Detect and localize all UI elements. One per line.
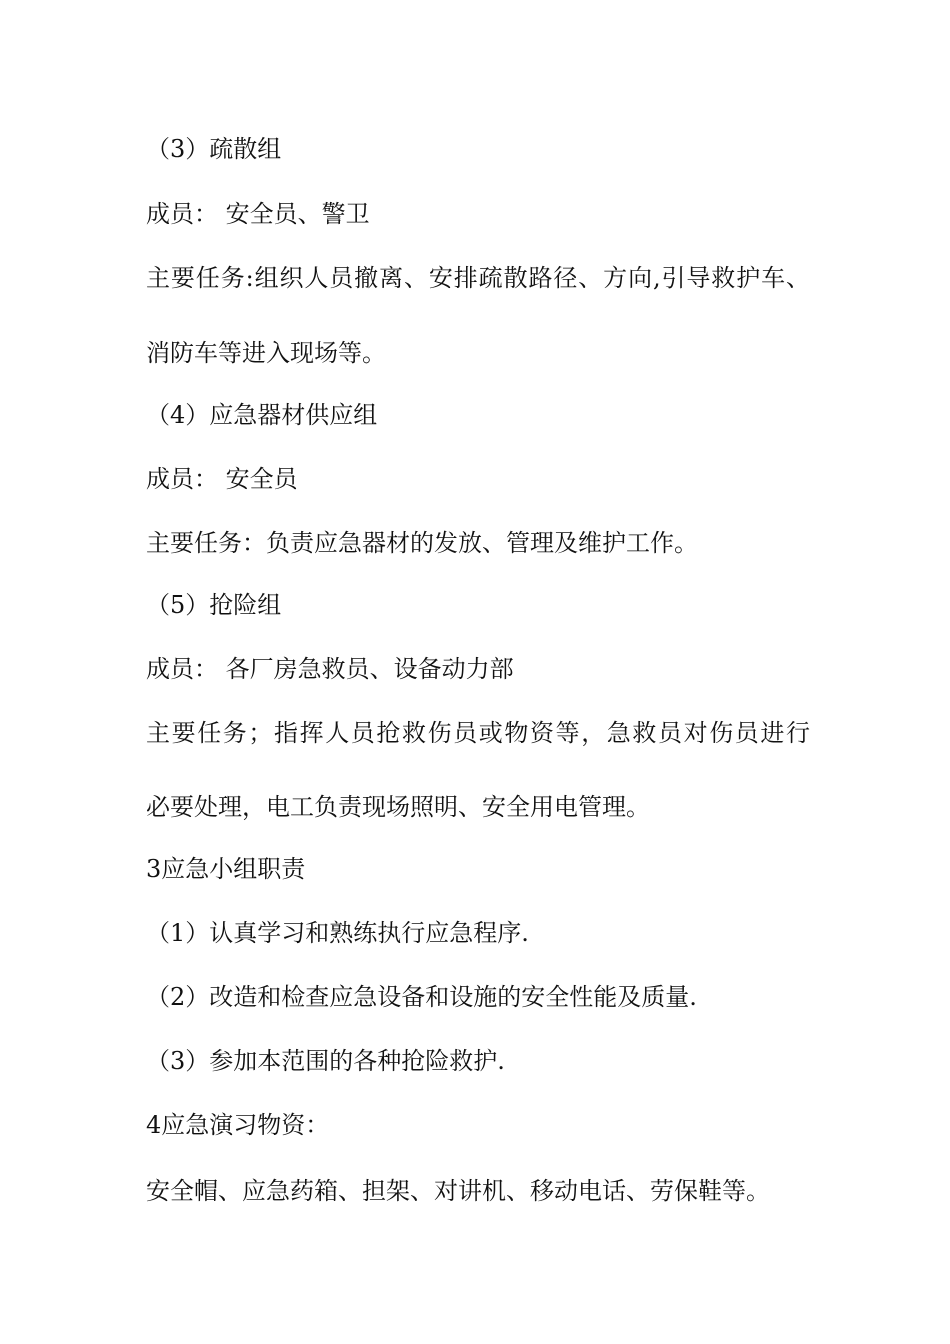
rescue-group-tasks-line-1: 主要任务；指挥人员抢救伤员或物资等，急救员对伤员进行 <box>146 719 810 747</box>
rescue-group-tasks-line-2: 必要处理，电工负责现场照明、安全用电管理。 <box>146 793 650 821</box>
rescue-group-heading: （5）抢险组 <box>146 591 282 619</box>
duty-item-2: （2）改造和检查应急设备和设施的安全性能及质量. <box>146 983 697 1011</box>
evacuation-group-tasks-line-1: 主要任务:组织人员撤离、安排疏散路径、方向,引导救护车、 <box>146 264 810 292</box>
evacuation-group-tasks-line-2: 消防车等进入现场等。 <box>146 339 386 367</box>
drill-materials-list: 安全帽、应急药箱、担架、对讲机、移动电话、劳保鞋等。 <box>146 1177 770 1205</box>
duty-item-3: （3）参加本范围的各种抢险救护. <box>146 1047 505 1075</box>
section-4-heading: 4应急演习物资： <box>146 1111 330 1139</box>
supply-group-heading: （4）应急器材供应组 <box>146 401 378 429</box>
supply-group-tasks: 主要任务：负责应急器材的发放、管理及维护工作。 <box>146 529 698 557</box>
rescue-group-members: 成员： 各厂房急救员、设备动力部 <box>146 655 514 683</box>
duty-item-1: （1）认真学习和熟练执行应急程序. <box>146 919 529 947</box>
section-3-heading: 3应急小组职责 <box>146 855 306 883</box>
supply-group-members: 成员： 安全员 <box>146 465 298 493</box>
evacuation-group-heading: （3）疏散组 <box>146 135 282 163</box>
evacuation-group-members: 成员： 安全员、警卫 <box>146 200 370 228</box>
